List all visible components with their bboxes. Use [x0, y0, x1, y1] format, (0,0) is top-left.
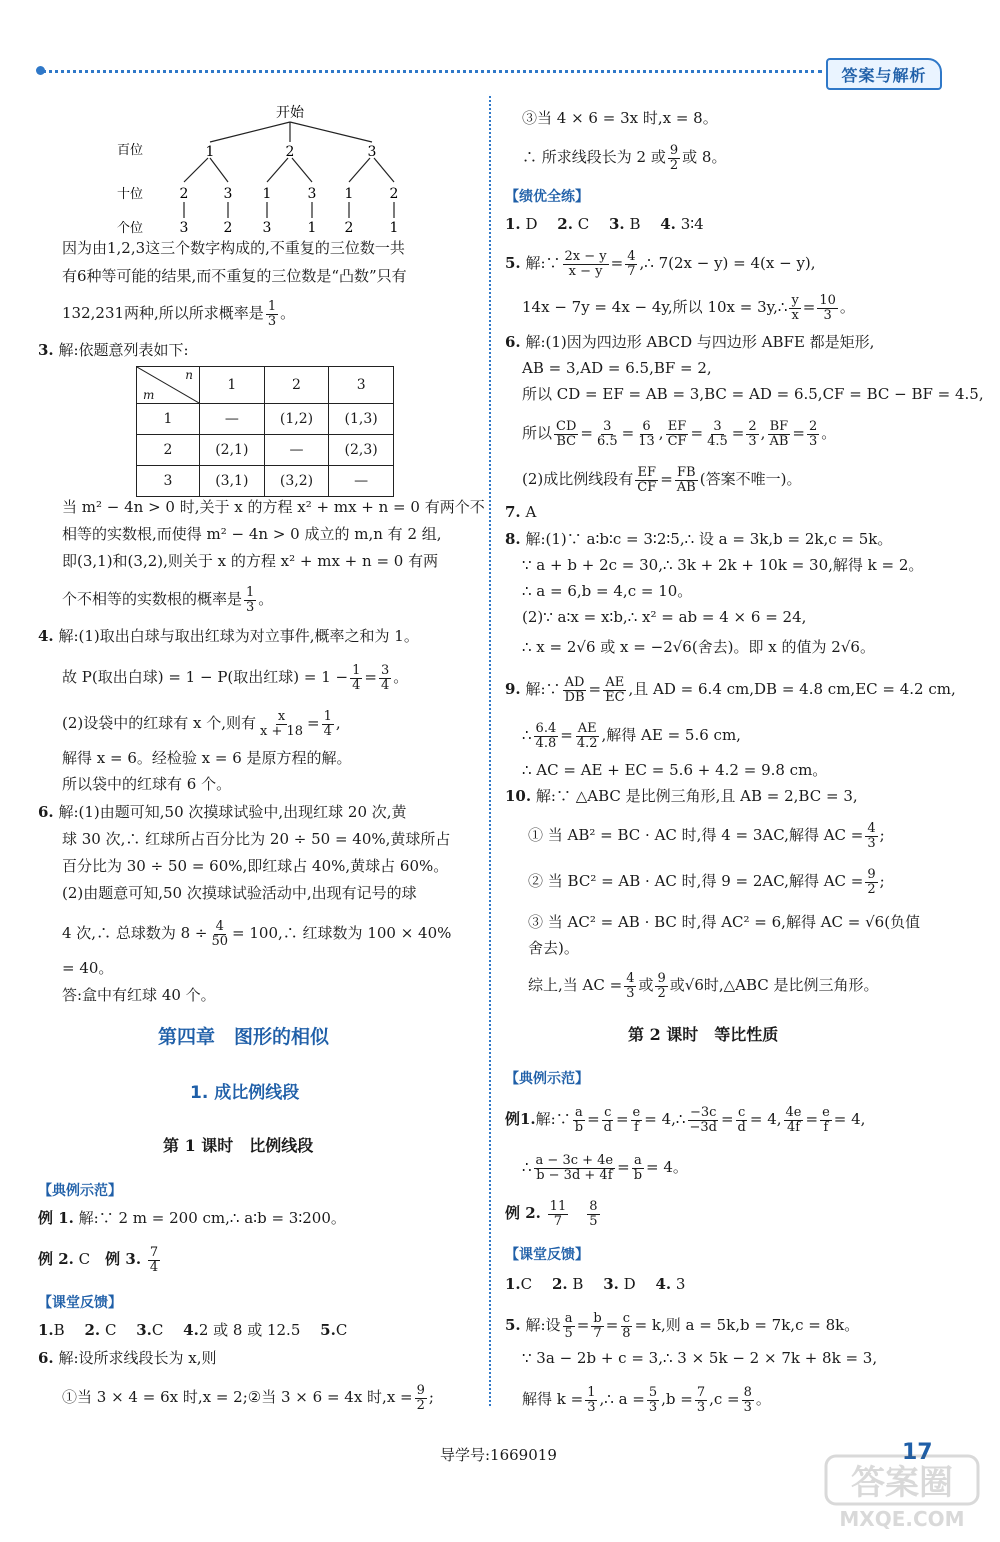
q8-line-1: 8. 解:(1)∵ a∶b∶c = 3∶2∶5,∴ 设 a = 3k,b = 2k,c = 5k。: [505, 530, 893, 548]
fraction: $\frac{4}{7}$: [627, 249, 636, 279]
q10-line-5: 舍去)。: [528, 939, 579, 957]
fraction: $\frac{-3c}{-3d}$: [689, 1105, 717, 1135]
fraction: $\frac{c}{8}$: [622, 1311, 631, 1341]
table-col-header: 3: [329, 367, 394, 404]
tree-units-3: 3: [262, 220, 272, 236]
q3-line-3: 即(3,1)和(3,2),则关于 x 的方程 x² + mx + n = 0 有两: [62, 552, 439, 570]
example-r-1-line-2: ∴ $\frac{a - 3c + 4e}{b - 3d + 4f}$ = $\frac{a}{b}$ = 4。: [522, 1153, 688, 1183]
tree-hundreds-3: 3: [367, 144, 377, 160]
tree-tens-1: 2: [179, 186, 189, 202]
fraction: $\frac{c}{d}$: [737, 1105, 746, 1135]
fraction: $\frac{11}{7}$: [549, 1199, 567, 1229]
section-title: 1. 成比例线段: [190, 1083, 300, 1103]
q6r-line-4: 所以 $\frac{CD}{BC}$ = $\frac{3}{6.5}$ = $\frac{6}{13}$ , $\frac{EF}{CF}$ = $\frac{3}{4.5}$ = $\frac{2}{3}$ , $\frac{BF}{AB}$ = $\frac{2}{3}$ 。: [522, 419, 837, 449]
q5-line-1: 5. 解:∵ $\frac{2x - y}{x - y}$ = $\frac{4}{7}$ ,∴ 7(2x − y) = 4(x − y),: [505, 249, 816, 279]
tree-row-label-tens: 十位: [116, 187, 144, 202]
fraction: $\frac{a}{b}$: [574, 1105, 584, 1135]
fraction: $\frac{a - 3c + 4e}{b - 3d + 4f}$: [535, 1153, 614, 1183]
fraction: $\frac{e}{f}$: [822, 1105, 830, 1135]
fraction: $\frac{a}{b}$: [633, 1153, 643, 1183]
fraction: $\frac{2}{3}$: [808, 419, 818, 449]
q4-line-4: 解得 x = 6。经检验 x = 6 是原方程的解。: [62, 749, 352, 767]
p2-line-2: 有6种等可能的结果,而不重复的三位数是“凸数”只有: [62, 267, 407, 285]
fraction: $\frac{9}{2}$: [657, 971, 666, 1001]
fraction: $\frac{e}{f}$: [632, 1105, 641, 1135]
tag-all-practice: 【绩优全练】: [505, 189, 589, 205]
outcome-table: [136, 366, 394, 497]
fraction: $\frac{y}{x}$: [791, 293, 799, 323]
tree-units-5: 2: [344, 220, 354, 236]
tree-tens-6: 2: [389, 186, 399, 202]
table-corner: [137, 367, 200, 404]
watermark-url: MXQE.COM: [839, 1507, 965, 1531]
q10-line-3: ② 当 BC² = AB · AC 时,得 9 = 2AC,解得 AC = $\frac{9}{2}$ ;: [528, 867, 885, 897]
q3-line-4: 个不相等的实数根的概率是 $\frac{1}{3}$ 。: [62, 585, 274, 615]
example-r-2: 例 2. $\frac{11}{7}$ $\frac{8}{5}$: [505, 1199, 598, 1229]
q4-line-2: 故 P(取出白球) = 1 − P(取出红球) = 1 − $\frac{1}{4}$ = $\frac{3}{4}$ 。: [62, 663, 409, 693]
fraction: $\frac{a}{5}$: [564, 1311, 573, 1341]
feedback-r-5-line-2: ∵ 3a − 2b + c = 3,∴ 3 × 5k − 2 × 7k + 8k = 3,: [522, 1349, 878, 1367]
tree-units-2: 2: [223, 220, 233, 236]
tag-feedback-2: 【课堂反馈】: [505, 1247, 589, 1263]
q3-line-1: 当 m² − 4n > 0 时,关于 x 的方程 x² + mx + n = 0 有两个不: [62, 498, 485, 516]
q4-line-5: 所以袋中的红球有 6 个。: [62, 775, 232, 793]
lesson-1-title: 第 1 课时 比例线段: [163, 1136, 314, 1155]
tree-tens-4: 3: [307, 186, 317, 202]
watermark-logo: [822, 1452, 982, 1532]
example-2-3: 例 2. C 例 3. $\frac{7}{4}$: [38, 1245, 159, 1275]
q6-line-6: = 40。: [62, 959, 114, 977]
fraction: $\frac{AE}{4.2}$: [576, 721, 598, 751]
fraction: $\frac{EF}{CF}$: [667, 419, 687, 449]
fraction: $\frac{CD}{BC}$: [556, 419, 577, 449]
example-r-1-line-1: 例1.解:∵ $\frac{a}{b}$ = $\frac{c}{d}$ = $\frac{e}{f}$ = 4,∴ $\frac{-3c}{-3d}$ = $\frac{c}{d}$ = 4, $\frac{4e}{4f}$ = $\frac{e}{f}$ = 4,: [505, 1105, 866, 1135]
q7: 7. A: [505, 503, 537, 521]
fraction: $\frac{b}{7}$: [593, 1311, 602, 1341]
fraction: $\frac{8}{3}$: [743, 1385, 752, 1415]
fraction: $\frac{1}{4}$: [323, 709, 332, 739]
page-number: 17: [902, 1440, 933, 1465]
q3-line-2: 相等的实数根,而使得 m² − 4n > 0 成立的 m,n 有 2 组,: [62, 525, 442, 543]
tree-units-6: 1: [389, 220, 399, 236]
fraction: $\frac{1}{3}$: [587, 1385, 596, 1415]
feedback-r-5-line-1: 5. 解:设 $\frac{a}{5}$ = $\frac{b}{7}$ = $\frac{c}{8}$ = k,则 a = 5k,b = 7k,c = 8k。: [505, 1311, 860, 1341]
fraction: $\frac{4e}{4f}$: [785, 1105, 802, 1135]
fraction: $\frac{BF}{AB}$: [769, 419, 789, 449]
q8-line-2: ∵ a + b + 2c = 30,∴ 3k + 2k + 10k = 30,解得 k = 2。: [522, 556, 924, 574]
fraction: $\frac{1}{4}$: [352, 663, 361, 693]
tree-tens-3: 1: [262, 186, 272, 202]
q6-line-4: (2)由题意可知,50 次摸球试验活动中,出现有记号的球: [62, 884, 417, 902]
r-line-2: ∴ 所求线段长为 2 或 $\frac{9}{2}$ 或 8。: [522, 143, 727, 173]
tree-units-1: 3: [179, 220, 189, 236]
fraction: $\frac{9}{2}$: [867, 867, 876, 897]
table-row: 2 (2,1) — (2,3): [137, 435, 394, 466]
tag-examples: 【典例示范】: [38, 1183, 122, 1199]
q4-line-1: 4. 解:(1)取出白球与取出红球为对立事件,概率之和为 1。: [38, 627, 419, 645]
fraction: $\frac{2x - y}{x - y}$: [564, 249, 607, 279]
fraction: $\frac{9}{2}$: [416, 1383, 425, 1413]
tree-diagram: [100, 102, 460, 242]
fraction: $\frac{2}{3}$: [748, 419, 757, 449]
tree-row-label-hundreds: 百位: [116, 143, 144, 158]
q6-line-7: 答:盒中有红球 40 个。: [62, 986, 216, 1004]
q5-line-2: 14x − 7y = 4x − 4y,所以 10x = 3y,∴ $\frac{y}{x}$ = $\frac{10}{3}$ 。: [522, 293, 855, 323]
fraction: $\frac{FB}{AB}$: [676, 465, 696, 495]
r-line-1: ③当 4 × 6 = 3x 时,x = 8。: [522, 109, 718, 127]
feedback-6-line-2: ①当 3 × 4 = 6x 时,x = 2;②当 3 × 6 = 4x 时,x = $\frac{9}{2}$ ;: [62, 1383, 434, 1413]
q6-line-5: 4 次,∴ 总球数为 8 ÷ $\frac{4}{50}$ = 100,∴ 红球数为 100 × 40%: [62, 919, 452, 949]
tag-feedback: 【课堂反馈】: [38, 1295, 122, 1311]
q6-line-2: 球 30 次,∴ 红球所占百分比为 20 ÷ 50 = 40%,黄球所占: [62, 830, 451, 848]
feedback-r-answers: 1.C 2. B 3. D 4. 3: [505, 1275, 686, 1293]
q10-line-1: 10. 解:∵ △ABC 是比例三角形,且 AB = 2,BC = 3,: [505, 787, 858, 805]
fraction: $\frac{9}{2}$: [669, 143, 679, 173]
tree-row-label-units: 个位: [116, 221, 144, 236]
q10-line-4: ③ 当 AC² = AB · BC 时,得 AC² = 6,解得 AC = √6(负值: [528, 913, 921, 931]
all-practice-answers: 1. D 2. C 3. B 4. 3∶4: [505, 215, 704, 233]
feedback-r-5-line-3: 解得 k = $\frac{1}{3}$ ,∴ a = $\frac{5}{3}$ ,b = $\frac{7}{3}$ ,c = $\frac{8}{3}$ 。: [522, 1385, 771, 1415]
watermark-text: 答案圈: [851, 1463, 953, 1503]
feedback-answers: 1.B 2. C 3.C 4.2 或 8 或 12.5 5.C: [38, 1321, 348, 1339]
fraction: $\frac{AE}{EC}$: [605, 675, 625, 705]
fraction: $\frac{10}{3}$: [819, 293, 836, 323]
feedback-6-line-1: 6. 解:设所求线段长为 x,则: [38, 1349, 217, 1367]
table-col-header: 1: [200, 367, 265, 404]
q6r-line-2: AB = 3,AD = 6.5,BF = 2,: [522, 359, 712, 377]
p2-frac: $\frac{1}{3}$: [267, 299, 277, 329]
fraction: $\frac{x}{x + 18}$: [260, 709, 304, 739]
header-badge: 答案与解析: [826, 58, 942, 90]
q4-line-3: (2)设袋中的红球有 x 个,则有 $\frac{x}{x + 18}$ = $\frac{1}{4}$ ,: [62, 709, 341, 739]
column-divider: [489, 96, 491, 1406]
fraction: $\frac{7}{4}$: [149, 1245, 159, 1275]
fraction: $\frac{4}{3}$: [867, 821, 876, 851]
tag-examples-2: 【典例示范】: [505, 1071, 589, 1087]
q6r-line-5: (2)成比例线段有 $\frac{EF}{CF}$ = $\frac{FB}{AB}$ (答案不唯一)。: [522, 465, 802, 495]
q8-line-3: ∴ a = 6,b = 4,c = 10。: [522, 582, 693, 600]
table-row: 3 (3,1) (3,2) —: [137, 466, 394, 497]
q3-heading: 3. 解:依题意列表如下:: [38, 341, 189, 359]
tree-tens-5: 1: [344, 186, 354, 202]
fraction: $\frac{c}{d}$: [603, 1105, 612, 1135]
fraction: $\frac{AD}{DB}$: [564, 675, 585, 705]
lesson-2-title: 第 2 课时 等比性质: [628, 1025, 779, 1044]
tree-tens-2: 3: [223, 186, 233, 202]
fraction: $\frac{7}{3}$: [696, 1385, 706, 1415]
q10-line-2: ① 当 AB² = BC · AC 时,得 4 = 3AC,解得 AC = $\frac{4}{3}$ ;: [528, 821, 885, 851]
q6-line-3: 百分比为 30 ÷ 50 = 60%,即红球占 40%,黄球占 60%。: [62, 857, 449, 875]
q8-line-4: (2)∵ a∶x = x∶b,∴ x² = ab = 4 × 6 = 24,: [522, 608, 807, 626]
fraction: $\frac{3}{4}$: [380, 663, 390, 693]
q9-line-1: 9. 解:∵ $\frac{AD}{DB}$ = $\frac{AE}{EC}$ ,且 AD = 6.4 cm,DB = 4.8 cm,EC = 4.2 cm,: [505, 675, 956, 705]
chapter-title: 第四章 图形的相似: [158, 1026, 330, 1048]
fraction: $\frac{6}{13}$: [638, 419, 655, 449]
fraction: $\frac{3}{4.5}$: [707, 419, 728, 449]
fraction: $\frac{8}{5}$: [589, 1199, 598, 1229]
tree-root: 开始: [276, 105, 304, 121]
p2-line-3: 132,231两种,所以所求概率是 $\frac{1}{3}$ 。: [62, 299, 296, 329]
p2-line-1: 因为由1,2,3这三个数字构成的,不重复的三位数一共: [62, 239, 405, 257]
table-corner-m: m: [143, 388, 155, 402]
q8-line-5: ∴ x = 2√6 或 x = −2√6(舍去)。即 x 的值为 2√6。: [522, 638, 875, 656]
fraction: $\frac{4}{50}$: [211, 919, 229, 949]
example-1: 例 1. 解:∵ 2 m = 200 cm,∴ a∶b = 3∶200。: [38, 1209, 346, 1227]
guide-number: 导学号:1669019: [440, 1446, 557, 1464]
fraction: $\frac{3}{6.5}$: [596, 419, 618, 449]
fraction: $\frac{EF}{CF}$: [637, 465, 657, 495]
fraction: $\frac{5}{3}$: [648, 1385, 658, 1415]
q9-line-2: ∴ $\frac{6.4}{4.8}$ = $\frac{AE}{4.2}$ ,解得 AE = 5.6 cm,: [522, 721, 741, 751]
q10-line-6: 综上,当 AC = $\frac{4}{3}$ 或 $\frac{9}{2}$ 或√6时,△ABC 是比例三角形。: [528, 971, 879, 1001]
header-dotted-rule: [42, 70, 822, 73]
fraction: $\frac{1}{3}$: [246, 585, 255, 615]
table-row: 1 — (1,2) (1,3): [137, 404, 394, 435]
q6r-line-3: 所以 CD = EF = AB = 3,BC = AD = 6.5,CF = BC − BF = 4.5,: [522, 385, 984, 403]
table-corner-n: n: [185, 368, 193, 382]
q9-line-3: ∴ AC = AE + EC = 5.6 + 4.2 = 9.8 cm。: [522, 761, 828, 779]
q6-line-1: 6. 解:(1)由题可知,50 次摸球试验中,出现红球 20 次,黄: [38, 803, 407, 821]
fraction: $\frac{4}{3}$: [626, 971, 635, 1001]
tree-units-4: 1: [307, 220, 317, 236]
fraction: $\frac{6.4}{4.8}$: [535, 721, 557, 751]
q6r-line-1: 6. 解:(1)因为四边形 ABCD 与四边形 ABFE 都是矩形,: [505, 333, 875, 351]
tree-hundreds-1: 1: [205, 144, 215, 160]
tree-hundreds-2: 2: [285, 144, 295, 160]
table-col-header: 2: [264, 367, 329, 404]
